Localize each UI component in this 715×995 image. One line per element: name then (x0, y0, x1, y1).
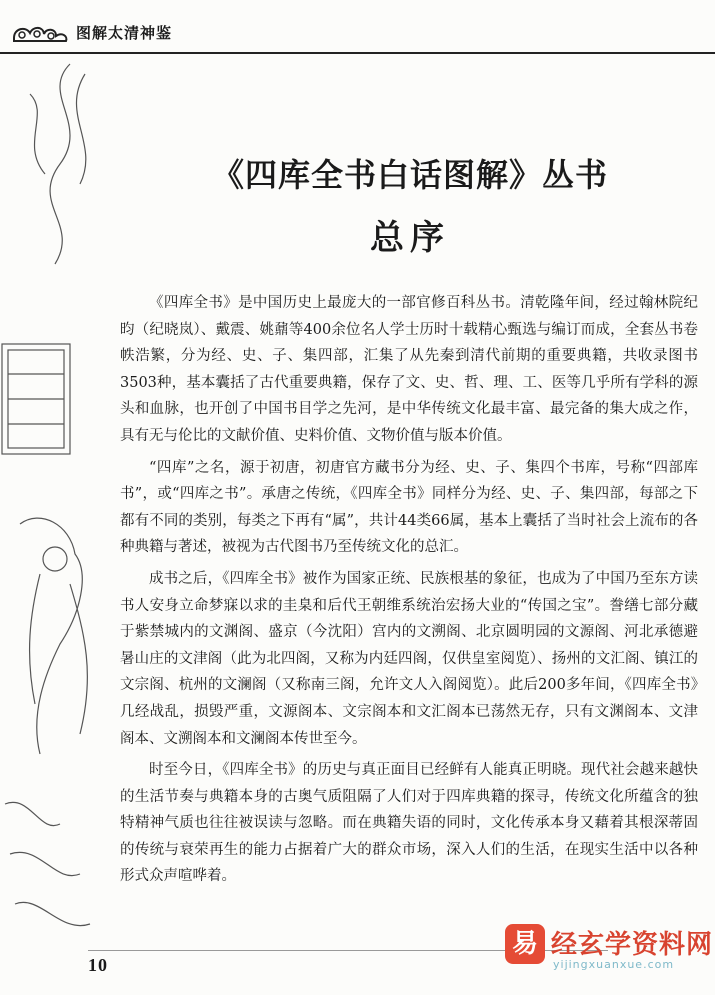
decorative-margin-illustration (0, 54, 110, 954)
paragraph: “四库”之名，源于初唐，初唐官方藏书分为经、史、子、集四个书库，号称“四部库书”，或“四库之书”。承唐之传统，《四库全书》同样分为经、史、子、集四部，每部之下都有不同的类别，每类之下再有“属”，共计44类66属，基本上囊括了当时社会上流布的各种典籍与著述，被视为古代图书乃至传统文化的总汇。 (120, 459, 698, 556)
watermark-url: yijingxuanxue.com (553, 958, 675, 971)
watermark-name: 经玄学资料网 (551, 930, 714, 960)
subheading: 总序 (370, 218, 450, 258)
watermark (505, 922, 715, 986)
paragraph: 《四库全书》是中国历史上最庞大的一部官修百科丛书。清乾隆年间，经过翰林院纪昀（纪晓岚）、戴震、姚鼐等400余位名人学士历时十载精心甄选与编订而成，全套丛书卷帙浩繁，分为经、史、子、集四部，汇集了从先秦到清代前期的重要典籍，共收录图书3503种，基本囊括了古代重要典籍，保存了文、史、哲、理、工、医等几乎所有学科的源头和血脉，也开创了中国书目学之先河，是中华传统文化最丰富、最完备的集大成之作，具有无与伦比的文献价值、史料价值、文物价值与版本价值。 (120, 295, 698, 444)
logo-badge-icon: 易 (505, 924, 545, 964)
cloud-scroll-ornament-icon (10, 20, 70, 46)
paragraph: 时至今日，《四库全书》的历史与真正面目已经鲜有人能真正明晓。现代社会越来越快的生活节奏与典籍本身的古奥气质阻隔了人们对于四库典籍的探寻，传统文化所蕴含的独特精神气质也往往被误读与忽略。而在典籍失语的同时，文化传承本身又藉着其根深蒂固的传统与衰荣再生的能力占据着广大的群众市场，深入人们的生活，在现实生活中以各种形式众声喧哗着。 (120, 762, 698, 885)
body-text (120, 290, 698, 895)
heading: 《四库全书白话图解》丛书 (211, 156, 608, 194)
page-header (0, 0, 715, 54)
book-title: 图解太清神鉴 (76, 24, 173, 42)
page-number: 10 (88, 955, 108, 975)
paragraph: 成书之后，《四库全书》被作为国家正统、民族根基的象征，也成为了中国乃至东方读书人安身立命梦寐以求的圭臬和后代王朝维系统治宏扬大业的“传国之宝”。誊缮七部分藏于紫禁城内的文渊阁、盛京（今沈阳）宫内的文溯阁、北京圆明园的文源阁、河北承德避暑山庄的文津阁（此为北四阁，又称为内廷四阁，仅供皇室阅览）、扬州的文汇阁、镇江的文宗阁、杭州的文澜阁（又称南三阁，允许文人入阁阅览）。此后200多年间，《四库全书》几经战乱，损毁严重，文源阁本、文宗阁本和文汇阁本已荡然无存，只有文渊阁本、文津阁本、文溯阁本和文澜阁本传世至今。 (120, 570, 698, 747)
